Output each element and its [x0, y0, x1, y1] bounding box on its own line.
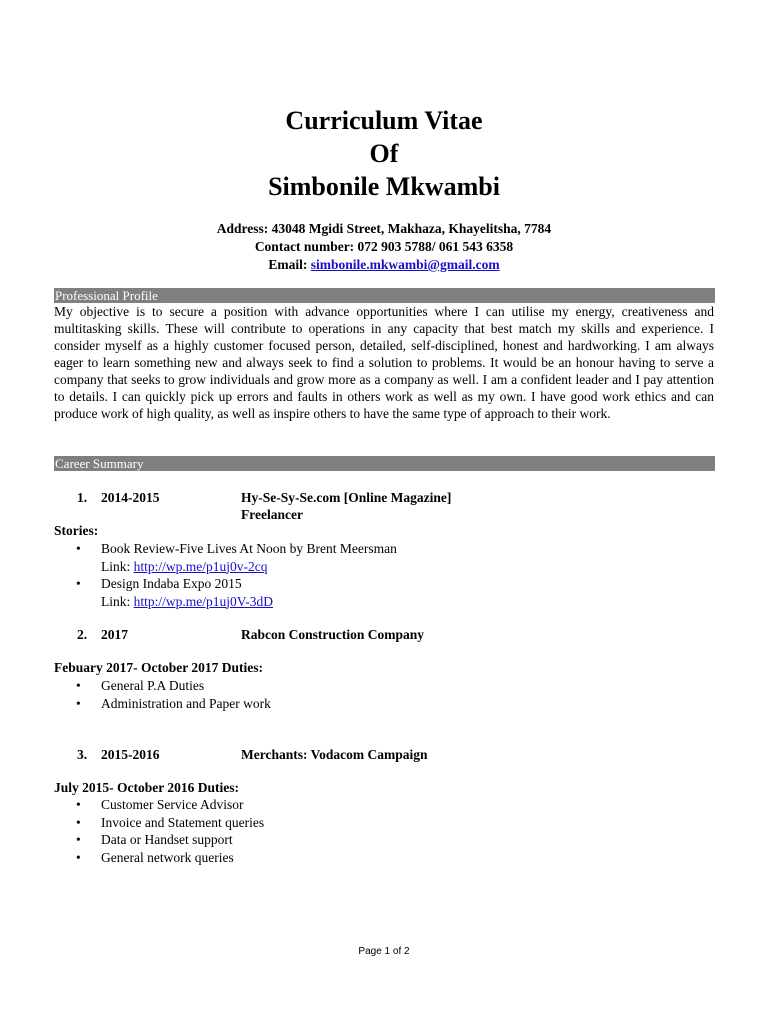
story-link-line [101, 593, 694, 611]
list-item: • General network queries [54, 849, 694, 867]
email-label: Email: [268, 257, 308, 272]
job-company: Rabcon Construction Company [241, 627, 425, 642]
contact-block [0, 220, 768, 274]
title-line-2: Of [369, 139, 399, 168]
list-item: • Data or Handset support [54, 831, 694, 849]
story-link[interactable]: http://wp.me/p1uj0v-2cq [133, 558, 268, 574]
duties-label: Febuary 2017- October 2017 Duties: [54, 660, 263, 675]
cv-title [0, 104, 768, 203]
story-link[interactable]: http://wp.me/p1uj0V-3dD [133, 593, 274, 609]
title-line-1: Curriculum Vitae [285, 106, 483, 135]
job-dates: 2015-2016 [101, 747, 160, 762]
duties-label: July 2015- October 2016 Duties: [54, 780, 239, 795]
link-label: Link: [101, 558, 131, 574]
list-item: • Administration and Paper work [54, 695, 694, 713]
professional-profile-heading: Professional Profile [54, 288, 715, 303]
page-number: Page 1 of 2 [358, 946, 410, 957]
job-company: Hy-Se-Sy-Se.com [Online Magazine] [241, 490, 452, 505]
email-line [0, 256, 768, 274]
job-number: 3. [77, 747, 88, 762]
stories-list [54, 540, 694, 610]
job-number: 1. [77, 490, 88, 505]
job-company: Merchants: Vodacom Campaign [241, 747, 428, 762]
duties-list [54, 677, 694, 712]
list-item: • Customer Service Advisor [54, 796, 694, 814]
contact-number: Contact number: 072 903 5788/ 061 543 6358 [254, 239, 514, 254]
address: Address: 43048 Mgidi Street, Makhaza, Khayelitsha, 7784 [216, 221, 552, 236]
stories-label: Stories: [54, 523, 99, 538]
list-item: • Invoice and Statement queries [54, 814, 694, 832]
list-item: • General P.A Duties [54, 677, 694, 695]
list-item [54, 575, 694, 610]
title-name: Simbonile Mkwambi [268, 172, 500, 201]
career-summary-heading: Career Summary [54, 456, 715, 471]
profile-text: My objective is to secure a position with advance opportunities where I can utilise my energy, creativeness and multitasking skills. These will contribute to operations in any capacity that best match my skills and experience. I consider myself as a highly customer focused person, detailed, self-disciplined, honest and hardworking. I am always eager to learn something new and always seek to find a solution to problems. It would be an honour having to serve a company that seeks to grow individuals and grow more as a company as well. I am a confident leader and I pay attention to details. I can quickly pick up errors and faults in others work as well as my own. I have good work ethics and can produce work of high quality, as well as inspire others to have the same type of approach to their work. [54, 304, 714, 421]
job-role: Freelancer [241, 507, 303, 522]
story-title: Book Review-Five Lives At Noon by Brent Meersman [101, 541, 397, 556]
email-link[interactable]: simbonile.mkwambi@gmail.com [310, 257, 500, 272]
link-label: Link: [101, 593, 131, 609]
story-title: Design Indaba Expo 2015 [101, 576, 242, 591]
job-dates: 2014-2015 [101, 490, 160, 505]
job-dates: 2017 [101, 627, 128, 642]
job-number: 2. [77, 627, 88, 642]
list-item [54, 540, 694, 575]
duties-list [54, 796, 694, 866]
story-link-line [101, 558, 694, 576]
